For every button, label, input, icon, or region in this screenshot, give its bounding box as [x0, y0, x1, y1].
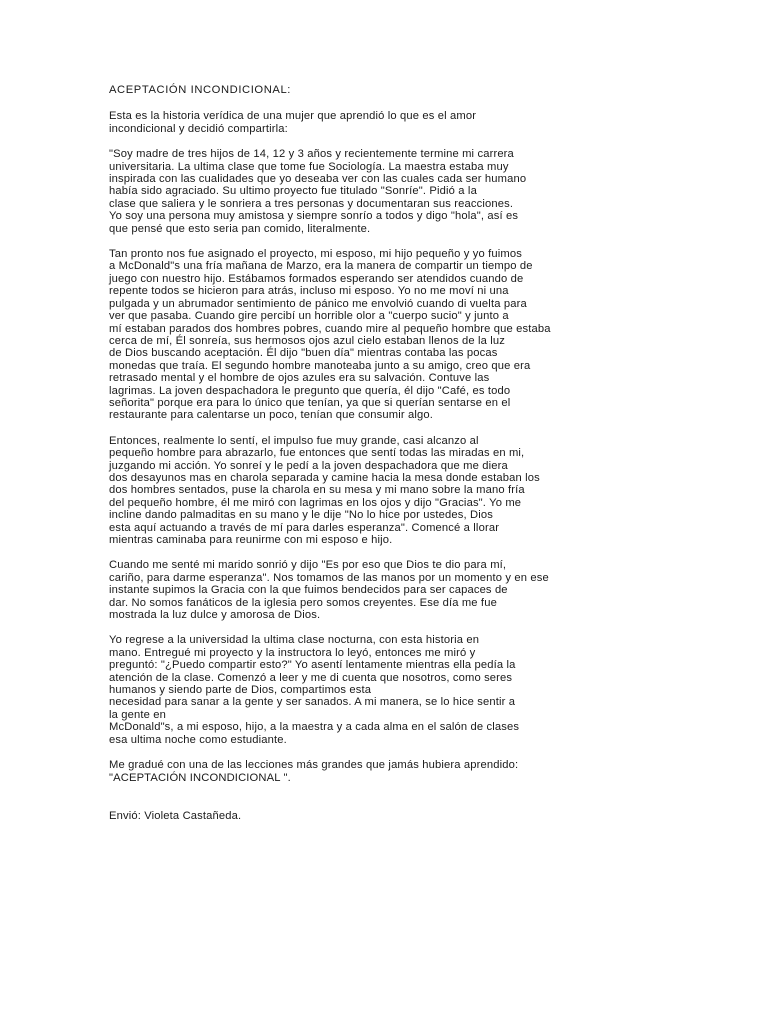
text-line: ver que pasaba. Cuando gire percibí un horrible olor a "cuerpo sucio" y junto a [109, 310, 509, 323]
text-line: dar. No somos fanáticos de la iglesia pero somos creyentes. Ese día me fue [109, 596, 497, 609]
paragraph-2 [109, 248, 749, 422]
text-line: "Soy madre de tres hijos de 14, 12 y 3 años y recientemente termine mi carrera [109, 148, 514, 161]
text-line: mano. Entregué mi proyecto y la instructora lo leyó, entonces me miró y [109, 646, 476, 659]
text-line: que pensé que esto seria pan comido, literalmente. [109, 222, 371, 235]
text-line: juego con nuestro hijo. Estábamos formados esperando ser atendidos cuando de [109, 272, 524, 285]
text-line: universitaria. La ultima clase que tome fue Sociología. La maestra estaba muy [109, 160, 509, 173]
text-line: restaurante para calentarse un poco, tenían que consumir algo. [109, 409, 433, 422]
text-line: Cuando me senté mi marido sonrió y dijo "Es por eso que Dios te dio para mí, [109, 559, 507, 572]
text-line: atención de la clase. Comenzó a leer y me di cuenta que nosotros, como seres [109, 671, 513, 684]
text-line: incline dando palmaditas en su mano y le dije "No lo hice por ustedes, Dios [109, 509, 493, 522]
text-line: dos desayunos mas en charola separada y camine hacia la mesa donde estaban los [109, 471, 540, 484]
text-line: Tan pronto nos fue asignado el proyecto, mi esposo, mi hijo pequeño y yo fuimos [109, 248, 522, 261]
document-page [109, 84, 749, 822]
text-line: incondicional y decidió compartirla: [109, 122, 288, 135]
text-line: mientras caminaba para reunirme con mi esposo e hijo. [109, 534, 393, 546]
text-line: a McDonald"s una fría mañana de Marzo, era la manera de compartir un tiempo de [109, 260, 533, 273]
text-line: dos hombres sentados, puse la charola en su mesa y mi mano sobre la mano fría [109, 484, 525, 497]
text-line: juzgando mi acción. Yo sonreí y le pedí a la joven despachadora que me diera [109, 459, 508, 472]
text-line: mostrada la luz dulce y amorosa de Dios. [109, 609, 321, 622]
text-line: la gente en [109, 708, 167, 721]
text-line: señorita" porque era para lo único que tenían, ya que si querían sentarse en el [109, 396, 511, 409]
text-line: Yo regrese a la universidad la ultima clase nocturna, con esta historia en [109, 634, 480, 647]
paragraph-4 [109, 559, 749, 621]
paragraph-1 [109, 148, 749, 235]
text-line: inspirada con las cualidades que yo deseaba ver con las cuales cada ser humano [109, 173, 527, 186]
text-line: había sido agraciado. Su ultimo proyecto fue titulado "Sonríe". Pidió a la [109, 185, 477, 198]
text-line: Esta es la historia verídica de una mujer que aprendió lo que es el amor [109, 110, 477, 123]
paragraph-closing [109, 759, 749, 784]
text-line: cariño, para darme esperanza". Nos tomamos de las manos por un momento y en ese [109, 571, 549, 584]
text-line: McDonald"s, a mi esposo, hijo, a la maestra y a cada alma en el salón de clases [109, 721, 520, 734]
text-line: del pequeño hombre, él me miró con lagrimas en los ojos y dijo "Gracias". Yo me [109, 496, 522, 509]
sender-signature: Envió: Violeta Castañeda. [109, 809, 242, 822]
text-line: necesidad para sanar a la gente y ser sanados. A mi manera, se lo hice sentir a [109, 696, 516, 709]
text-line: esta aquí actuando a través de mí para darles esperanza". Comencé a llorar [109, 521, 500, 534]
text-line: Yo soy una persona muy amistosa y siempre sonrío a todos y digo "hola", así es [109, 210, 519, 223]
text-line: repente todos se hicieron para atrás, incluso mi esposo. Yo no me moví ni una [109, 285, 509, 298]
text-line: de Dios buscando aceptación. Él dijo "buen día" mientras contaba las pocas [109, 347, 498, 360]
text-line: Me gradué con una de las lecciones más grandes que jamás hubiera aprendido: [109, 759, 519, 772]
text-line: pulgada y un abrumador sentimiento de pánico me envolvió cuando di vuelta para [109, 297, 527, 310]
paragraph-5 [109, 634, 749, 746]
text-line: cerca de mí, Él sonreía, sus hermosos ojos azul cielo estaban llenos de la luz [109, 334, 506, 347]
text-line: esa ultima noche como estudiante. [109, 733, 287, 746]
text-line: preguntó: "¿Puedo compartir esto?" Yo asentí lentamente mientras ella pedía la [109, 659, 516, 672]
text-line: humanos y siendo parte de Dios, compartimos esta [109, 684, 372, 697]
document-title: ACEPTACIÓN INCONDICIONAL: [109, 84, 292, 96]
text-line: lagrimas. La joven despachadora le pregunto que quería, él dijo "Café, es todo [109, 384, 511, 397]
text-line: Entonces, realmente lo sentí, el impulso fue muy grande, casi alcanzo al [109, 434, 479, 447]
paragraph-intro [109, 110, 749, 135]
text-line: retrasado mental y el hombre de ojos azules era su salvación. Contuve las [109, 372, 490, 385]
text-line: instante supimos la Gracia con la que fuimos bendecidos para ser capaces de [109, 584, 508, 597]
paragraph-3 [109, 435, 749, 547]
text-line: clase que saliera y le sonriera a tres personas y documentaran sus reacciones. [109, 197, 514, 210]
text-line: monedas que traía. El segundo hombre manoteaba junto a su amigo, creo que era [109, 359, 531, 372]
text-line: mí estaban parados dos hombres pobres, cuando mire al pequeño hombre que estaba [109, 322, 551, 335]
text-line: "ACEPTACIÓN INCONDICIONAL ". [109, 771, 291, 784]
text-line: pequeño hombre para abrazarlo, fue entonces que sentí todas las miradas en mi, [109, 447, 525, 460]
